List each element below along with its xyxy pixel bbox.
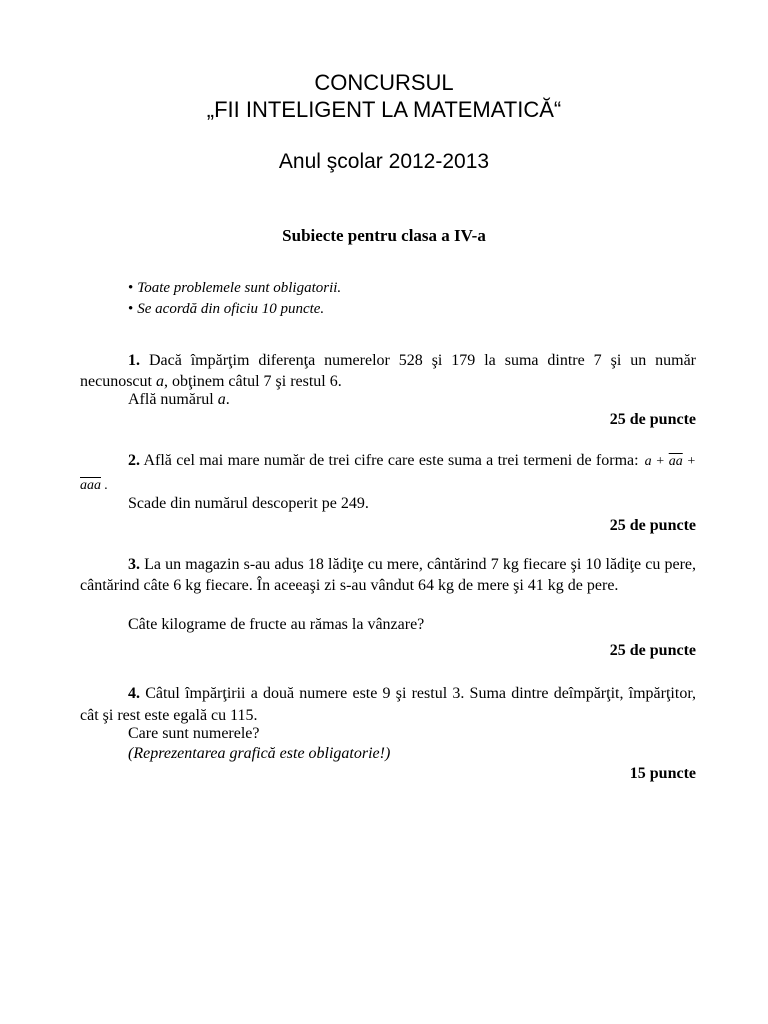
bullet-icon: • [128, 280, 134, 296]
problem-2-task: Scade din numărul descoperit pe 249. [128, 495, 369, 512]
bullet-icon: • [128, 301, 134, 317]
problem-4-text: 4. Câtul împărţirii a două numere este 9 şi restul 3. Suma dintre deîmpărţit, împărţitor, cât şi rest este egală cu 115. [80, 685, 697, 724]
problem-1-text: 1. Dacă împărţim diferenţa numerelor 528 şi 179 la suma dintre 7 şi un număr necunoscut a, obţinem câtul 7 şi restul 6. [80, 352, 696, 390]
problem-4-note: (Reprezentarea grafică este obligatorie!) [128, 745, 391, 762]
problem-3-points: 25 de puncte [609, 642, 696, 659]
school-year: Anul şcolar 2012-2013 [278, 150, 490, 173]
problem-1-question: Află numărul a. [128, 391, 230, 408]
problem-3-text: 3. La un magazin s-au adus 18 lădiţe cu mere, cântărind 7 kg fiecare şi 10 lădiţe cu pere, cântărind câte 6 kg fiecare. În aceeaşi zi s-au vândut 64 kg de mere şi 41 kg de pere. [80, 556, 697, 594]
problem-4-points: 15 puncte [629, 765, 696, 782]
contest-title: CONCURSUL [314, 70, 454, 95]
note-item: • Se acordă din oficiu 10 puncte. [128, 301, 325, 317]
problem-1-points: 25 de puncte [609, 411, 696, 428]
problem-2-points: 25 de puncte [609, 517, 696, 534]
formula: $a + \overline{aa} + \overline{aaa}$ . [80, 454, 697, 493]
note-item: • Toate problemele sunt obligatorii. [128, 280, 342, 296]
problem-2-text: 2. Află cel mai mare număr de trei cifre care este suma a trei termeni de forma: $a + \overline{aa} + \overline{aaa}$ . [80, 452, 697, 493]
problem-3-question: Câte kilograme de fructe au rămas la vânzare? [128, 616, 425, 633]
contest-name: „FII INTELIGENT LA MATEMATICĂ“ [206, 97, 562, 122]
problem-4-question: Care sunt numerele? [128, 725, 260, 742]
subtitle: Subiecte pentru clasa a IV-a [282, 226, 486, 245]
